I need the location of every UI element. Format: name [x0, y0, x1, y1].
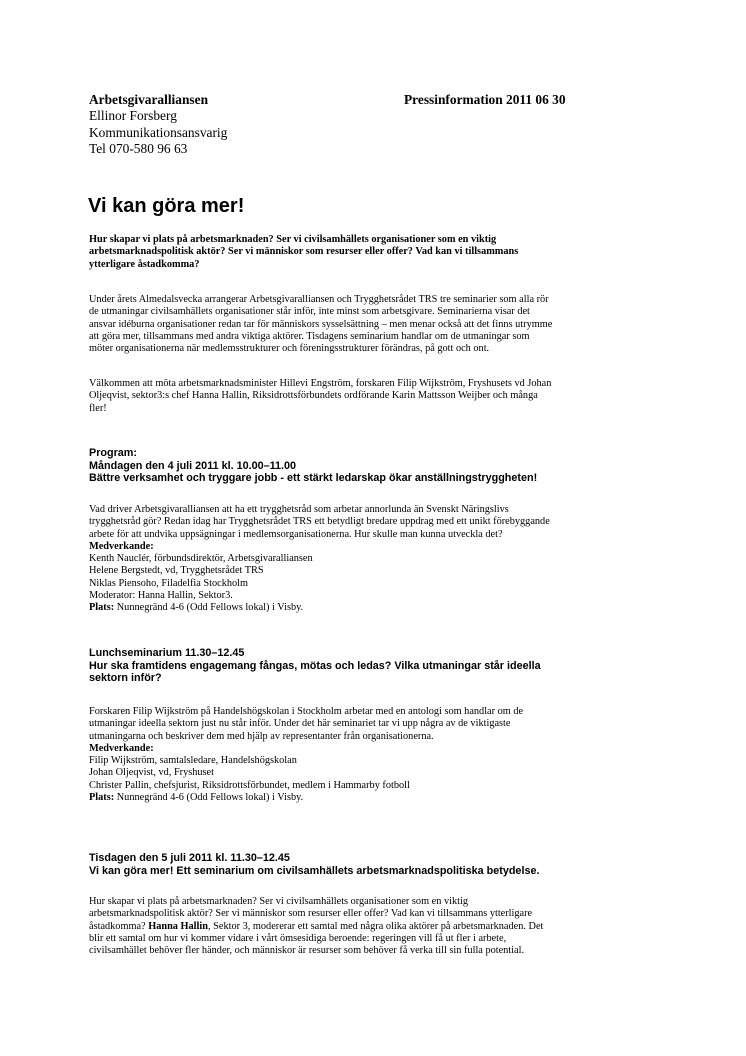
paragraph-line: Forskaren Filip Wijkström på Handelshögskolan i Stockholm arbetar med en antologi som handlar om de	[89, 706, 524, 717]
seminar-3-body	[89, 896, 659, 957]
paragraph-line	[89, 921, 659, 933]
seminar-2-time: Lunchseminarium 11.30–12.45	[89, 647, 245, 659]
seminar-3-title: Vi kan göra mer! Ett seminarium om civilsamhällets arbetsmarknadspolitiska betydelse.	[89, 864, 540, 877]
participant: Christer Pallin, chefsjurist, Riksidrottsförbundet, medlem i Hammarby fotboll	[89, 779, 410, 791]
venue-text: Nunnegränd 4-6 (Odd Fellows lokal) i Visby.	[114, 602, 304, 614]
seminar-3-heading	[89, 852, 539, 877]
participant: Johan Oljeqvist, vd, Fryshuset	[89, 767, 214, 779]
participants-label: Medverkande:	[89, 540, 154, 552]
seminar-1-heading	[89, 447, 537, 485]
venue-label: Plats:	[89, 602, 115, 614]
seminar-1-title: Bättre verksamhet och tryggare jobb - ett stärkt ledarskap ökar anställningstryggheten!	[89, 472, 538, 484]
press-info-date: Pressinformation 2011 06 30	[404, 92, 566, 107]
paragraph-line: Oljeqvist, sektor3:s chef Hanna Hallin, Riksidrottsförbundets ordförande Karin Mattsson Weijber och många	[89, 390, 538, 402]
participant: Moderator: Hanna Hallin, Sektor3.	[89, 590, 233, 602]
seminar-2-heading	[89, 647, 541, 685]
body-paragraph-1	[89, 294, 659, 355]
intro-line: Hur skapar vi plats på arbetsmarknaden? Ser vi civilsamhällets organisationer som en viktig	[89, 234, 497, 245]
intro-line: arbetsmarknadspolitisk aktör? Ser vi människor som resurser eller offer? Vad kan vi tillsammans	[89, 246, 519, 258]
paragraph-line: arbete för att undvika uppsägningar i medlemsorganisationerna. Hur skulle man kunna utveckla det?	[89, 528, 503, 540]
seminar-1-date: Måndagen den 4 juli 2011 kl. 10.00–11.00	[89, 459, 297, 472]
paragraph-line: civilsamhället behöver fler händer, och människor är resurser som behöver få verka till sin fulla potential.	[89, 945, 525, 957]
text-run: , Sektor 3, modererar ett samtal med några olika aktörer på arbetsmarknaden. Det	[208, 920, 544, 932]
paragraph-line: att göra mer, tillsammans med andra viktiga aktörer. Tisdagens seminarium handlar om de utmaningar som	[89, 330, 530, 342]
seminar-2-body	[89, 706, 659, 804]
paragraph-line: trygghetsråd gör? Redan idag har Trygghetsrådet TRS ett betydligt bredare uppdrag med ett unikt förebyggande	[89, 516, 550, 528]
paragraph-line: blir ett samtal om hur vi kommer vidare i vårt ömsesidiga beroende: regeringen vill få ut fler i arbete,	[89, 932, 507, 944]
venue-text: Nunnegränd 4-6 (Odd Fellows lokal) i Visby.	[114, 792, 304, 804]
contact-name: Ellinor Forsberg	[89, 108, 177, 124]
program-label: Program:	[89, 447, 137, 459]
venue-label: Plats:	[89, 792, 115, 804]
paragraph-line: Välkommen att möta arbetsmarknadsminister Hillevi Engström, forskaren Filip Wijkström, Fryshusets vd Johan	[89, 378, 552, 389]
sender-org: Arbetsgivaralliansen	[89, 92, 209, 107]
text-run: åstadkomma?	[89, 920, 149, 932]
paragraph-line: möter organisationerna när medlemsstrukturer och föreningsstrukturer förändras, på gott och ont.	[89, 343, 490, 355]
contact-role: Kommunikationsansvarig	[89, 124, 228, 140]
paragraph-line: ansvar idéburna organisationer redan tar för människors sysselsättning – men menar också att det finns utrymme	[89, 318, 553, 330]
seminar-2-title-cont: sektorn inför?	[89, 672, 162, 684]
contact-phone: Tel 070-580 96 63	[89, 140, 188, 156]
body-paragraph-2	[89, 378, 659, 415]
participant: Filip Wijkström, samtalsledare, Handelshögskolan	[89, 755, 297, 767]
venue-line	[89, 792, 659, 804]
seminar-1-body	[89, 504, 659, 615]
participant: Niklas Piensoho, Filadelfia Stockholm	[89, 577, 249, 589]
venue-line	[89, 602, 659, 614]
seminar-3-date: Tisdagen den 5 juli 2011 kl. 11.30–12.45	[89, 852, 290, 864]
participants-label: Medverkande:	[89, 742, 154, 754]
sender-block	[89, 92, 227, 157]
paragraph-line: Hur skapar vi plats på arbetsmarknaden? Ser vi civilsamhällets organisationer som en viktig	[89, 896, 468, 907]
paragraph-line: Vad driver Arbetsgivaralliansen att ha ett trygghetsråd som arbetar annorlunda än Svenskt Näringslivs	[89, 504, 509, 515]
document-title: Vi kan göra mer!	[88, 195, 245, 217]
paragraph-line: utmaningarna och beskriver dem med hjälp av representanter från organisationerna.	[89, 730, 434, 742]
paragraph-line: Under årets Almedalsvecka arrangerar Arbetsgivaralliansen och Trygghetsrådet TRS tre seminarier som alla rör	[89, 294, 549, 305]
paragraph-line: de utmaningar civilsamhällets organisationer står inför, inte minst som arbetsgivare. Seminarierna visar det	[89, 306, 530, 318]
paragraph-line: fler!	[89, 402, 107, 414]
seminar-2-title: Hur ska framtidens engagemang fångas, mötas och ledas? Vilka utmaningar står ideella	[89, 659, 541, 672]
paragraph-line: utmaningar ideella sektorn just nu står inför. Under det här seminariet tar vi upp några av de viktigaste	[89, 718, 511, 730]
paragraph-line: arbetsmarknadspolitisk aktör? Ser vi människor som resurser eller offer? Vad kan vi tillsammans ytterligare	[89, 908, 533, 920]
moderator-name: Hanna Hallin	[148, 920, 208, 932]
intro-line: ytterligare åstadkomma?	[89, 258, 200, 270]
participant: Kenth Nauclér, förbundsdirektör, Arbetsgivaralliansen	[89, 553, 313, 565]
intro-paragraph	[89, 234, 659, 271]
participant: Helene Bergstedt, vd, Trygghetsrådet TRS	[89, 565, 264, 577]
